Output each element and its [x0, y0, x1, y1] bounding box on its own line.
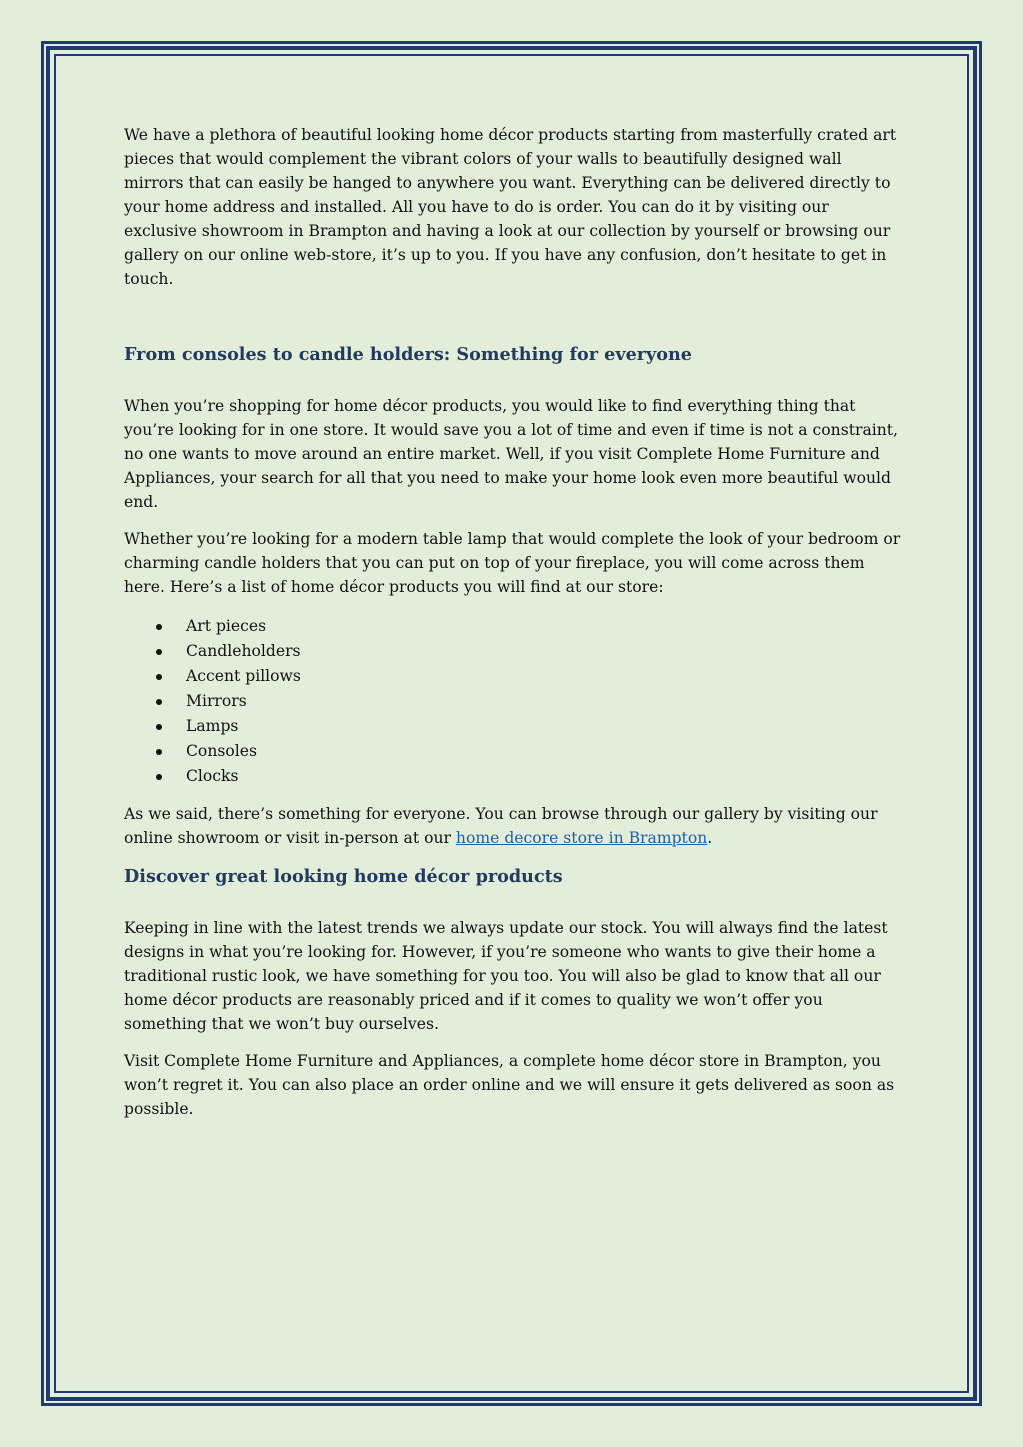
list-item: Mirrors [124, 689, 904, 714]
store-link[interactable]: home decore store in Brampton [455, 829, 708, 847]
list-item: Art pieces [124, 614, 904, 639]
intro-paragraph: We have a plethora of beautiful looking home décor products starting from masterfully crated art pieces that would complement the vibrant colors of your walls to beautifully designed wall mirrors that can easily be hanged to anywhere you want. Everything can be delivered directly to your home address and installed. All you have to do is order. You can do it by visiting our exclusive showroom in Brampton and having a look at our collection by yourself or browsing our gallery on our online web-store, it’s up to you. If you have any confusion, don’t hesitate to get in touch. [124, 126, 897, 288]
list-item: Lamps [124, 714, 904, 739]
bullet-icon [156, 724, 162, 730]
bullet-icon [156, 774, 162, 780]
bullet-icon [156, 749, 162, 755]
list-item: Accent pillows [124, 664, 904, 689]
bullet-icon [156, 649, 162, 655]
section2-paragraph-1: Keeping in line with the latest trends we always update our stock. You will always find the latest designs in what you’re looking for. However, if you’re someone who wants to give their home a traditional rustic look, we have something for you too. You will also be glad to know that all our home décor products are reasonably priced and if it comes to quality we won’t offer you something that we won’t buy ourselves. [124, 919, 888, 1033]
list-item: Clocks [124, 764, 904, 789]
document-body [124, 123, 904, 1121]
section1-closing-paragraph: As we said, there’s something for everyone. You can browse through our gallery by visiting our online showroom or visit in-person at our home decore store in Brampton. [124, 805, 878, 847]
bullet-icon [156, 624, 162, 630]
section-heading-consoles: From consoles to candle holders: Something for everyone [124, 344, 692, 365]
section2-paragraph-2: Visit Complete Home Furniture and Appliances, a complete home décor store in Brampton, you won’t regret it. You can also place an order online and we will ensure it gets delivered as soon as possible. [124, 1052, 895, 1118]
section1-paragraph-2: Whether you’re looking for a modern table lamp that would complete the look of your bedroom or charming candle holders that you can put on top of your fireplace, you will come across them here. Here’s a list of home décor products you will find at our store: [124, 530, 901, 596]
product-list [124, 614, 904, 789]
list-item: Candleholders [124, 639, 904, 664]
section1-paragraph-1: When you’re shopping for home décor products, you would like to find everything thing that you’re looking for in one store. It would save you a lot of time and even if time is not a constraint, no one wants to move around an entire market. Well, if you visit Complete Home Furniture and Appliances, your search for all that you need to make your home look even more beautiful would end. [124, 397, 898, 511]
list-item: Consoles [124, 739, 904, 764]
section-heading-discover: Discover great looking home décor products [124, 866, 563, 887]
bullet-icon [156, 699, 162, 705]
bullet-icon [156, 674, 162, 680]
